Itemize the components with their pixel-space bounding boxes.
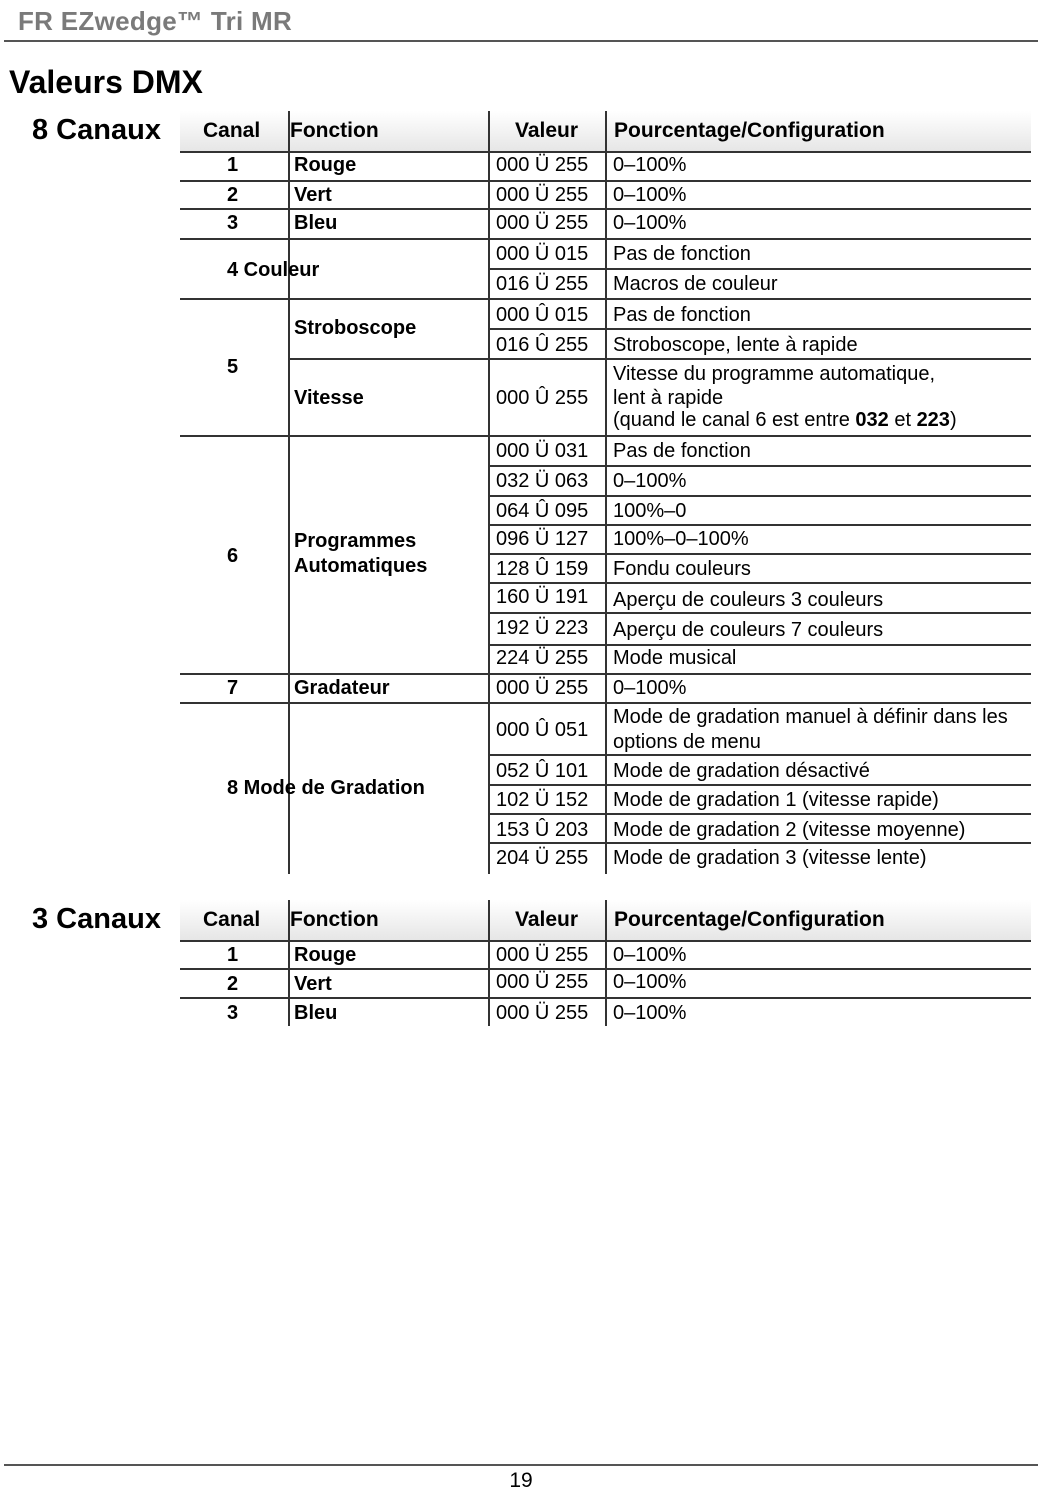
valeur-cell: 000 Ü 255 <box>496 944 589 966</box>
valeur-cell: 000 Ü 031 <box>496 440 589 462</box>
config-cell: Aperçu de couleurs 7 couleurs <box>613 619 884 641</box>
config-cell: 0–100% <box>613 1002 687 1024</box>
col-divider <box>288 111 290 874</box>
config-cell: Macros de couleur <box>613 273 778 295</box>
fonction-cell: Bleu <box>294 212 338 234</box>
valeur-cell: 096 Ü 127 <box>496 528 589 550</box>
config-cell: Pas de fonction <box>613 304 751 326</box>
col-divider <box>605 900 607 1026</box>
config-cell: 0–100% <box>613 154 687 176</box>
valeur-cell: 224 Ü 255 <box>496 647 589 669</box>
fonction-cell: Rouge <box>294 154 357 176</box>
valeur-cell: 128 Û 159 <box>496 558 589 580</box>
valeur-cell: 204 Ü 255 <box>496 847 589 869</box>
valeur-cell: 000 Ü 015 <box>496 243 589 265</box>
valeur-cell: 192 Ü 223 <box>496 617 589 639</box>
section-3-title: 3 Canaux <box>32 903 161 935</box>
valeur-cell: 160 Ü 191 <box>496 586 589 608</box>
config-cell: 100%–0 <box>613 500 687 522</box>
config-cell: 0–100% <box>613 971 687 993</box>
valeur-cell: 016 Ü 255 <box>496 273 589 295</box>
canal-cell: 1 <box>227 944 239 966</box>
page-title: Valeurs DMX <box>9 64 203 100</box>
config-cell: 100%–0–100% <box>613 528 749 550</box>
canal-cell: 5 <box>227 356 239 378</box>
valeur-cell: 000 Ü 255 <box>496 677 589 699</box>
col-header-valeur: Valeur <box>515 908 579 931</box>
col-header-config: Pourcentage/Configuration <box>614 119 885 142</box>
fonction-cell: Vitesse <box>294 387 364 409</box>
config-cell: 0–100% <box>613 677 687 699</box>
valeur-cell: 000 Ü 255 <box>496 184 589 206</box>
canal-cell: 3 <box>227 1002 239 1024</box>
config-cell: lent à rapide <box>613 387 724 409</box>
config-cell: 0–100% <box>613 212 687 234</box>
canal-cell: 3 <box>227 212 239 234</box>
valeur-cell: 000 Û 051 <box>496 719 589 741</box>
channel-8-label: 8 Mode de Gradation <box>227 777 425 799</box>
valeur-cell: 000 Ü 255 <box>496 971 589 993</box>
col-header-canal: Canal <box>203 119 261 142</box>
config-cell: 0–100% <box>613 184 687 206</box>
document-header: FR EZwedge™ Tri MR <box>18 6 293 36</box>
fonction-cell: Automatiques <box>294 555 428 577</box>
valeur-cell: 016 Û 255 <box>496 334 589 356</box>
config-cell: Mode de gradation désactivé <box>613 760 870 782</box>
footer-rule <box>4 1464 1038 1466</box>
table-3-channels <box>180 900 1031 1027</box>
fonction-cell: Programmes <box>294 530 417 552</box>
config-cell: 0–100% <box>613 944 687 966</box>
fonction-cell: Stroboscope <box>294 317 417 339</box>
valeur-cell: 064 Û 095 <box>496 500 589 522</box>
header-rule <box>4 40 1038 42</box>
canal-cell: 6 <box>227 545 239 567</box>
channel-4-label: 4 Couleur <box>227 259 320 281</box>
config-cell: (quand le canal 6 est entre 032 et 223) <box>613 409 957 431</box>
valeur-cell: 000 Ü 255 <box>496 154 589 176</box>
col-divider <box>488 111 490 874</box>
table-8-channels <box>180 111 1031 875</box>
config-cell: Pas de fonction <box>613 440 751 462</box>
canal-cell: 7 <box>227 677 239 699</box>
col-header-config: Pourcentage/Configuration <box>614 908 885 931</box>
fonction-cell: Rouge <box>294 944 357 966</box>
fonction-cell: Vert <box>294 973 332 995</box>
valeur-cell: 032 Ü 063 <box>496 470 589 492</box>
fonction-cell: Gradateur <box>294 677 390 699</box>
config-cell: Stroboscope, lente à rapide <box>613 334 858 356</box>
col-divider <box>488 900 490 1026</box>
valeur-cell: 000 Ü 255 <box>496 1002 589 1024</box>
canal-cell: 2 <box>227 973 239 995</box>
valeur-cell: 000 Û 255 <box>496 387 589 409</box>
valeur-cell: 000 Û 015 <box>496 304 589 326</box>
valeur-cell: 052 Û 101 <box>496 760 589 782</box>
section-8-title: 8 Canaux <box>32 114 161 146</box>
config-cell: Mode de gradation 2 (vitesse moyenne) <box>613 819 966 841</box>
config-cell: Fondu couleurs <box>613 558 751 580</box>
fonction-cell: Bleu <box>294 1002 338 1024</box>
col-header-fonction: Fonction <box>290 119 379 142</box>
config-cell: Mode de gradation manuel à définir dans les <box>613 706 1008 728</box>
canal-cell: 1 <box>227 154 239 176</box>
col-divider <box>605 111 607 874</box>
config-cell: Aperçu de couleurs 3 couleurs <box>613 589 884 611</box>
config-cell: Pas de fonction <box>613 243 751 265</box>
page-number: 19 <box>509 1469 533 1492</box>
valeur-cell: 102 Ü 152 <box>496 789 589 811</box>
config-cell: Vitesse du programme automatique, <box>613 363 936 385</box>
config-cell: Mode musical <box>613 647 737 669</box>
col-header-fonction: Fonction <box>290 908 379 931</box>
valeur-cell: 153 Û 203 <box>496 819 589 841</box>
canal-cell: 2 <box>227 184 239 206</box>
config-cell: Mode de gradation 3 (vitesse lente) <box>613 847 927 869</box>
valeur-cell: 000 Ü 255 <box>496 212 589 234</box>
col-header-valeur: Valeur <box>515 119 579 142</box>
config-cell: options de menu <box>613 731 761 753</box>
config-cell: Mode de gradation 1 (vitesse rapide) <box>613 789 939 811</box>
config-cell: 0–100% <box>613 470 687 492</box>
col-divider <box>288 900 290 1026</box>
fonction-cell: Vert <box>294 184 332 206</box>
col-header-canal: Canal <box>203 908 261 931</box>
